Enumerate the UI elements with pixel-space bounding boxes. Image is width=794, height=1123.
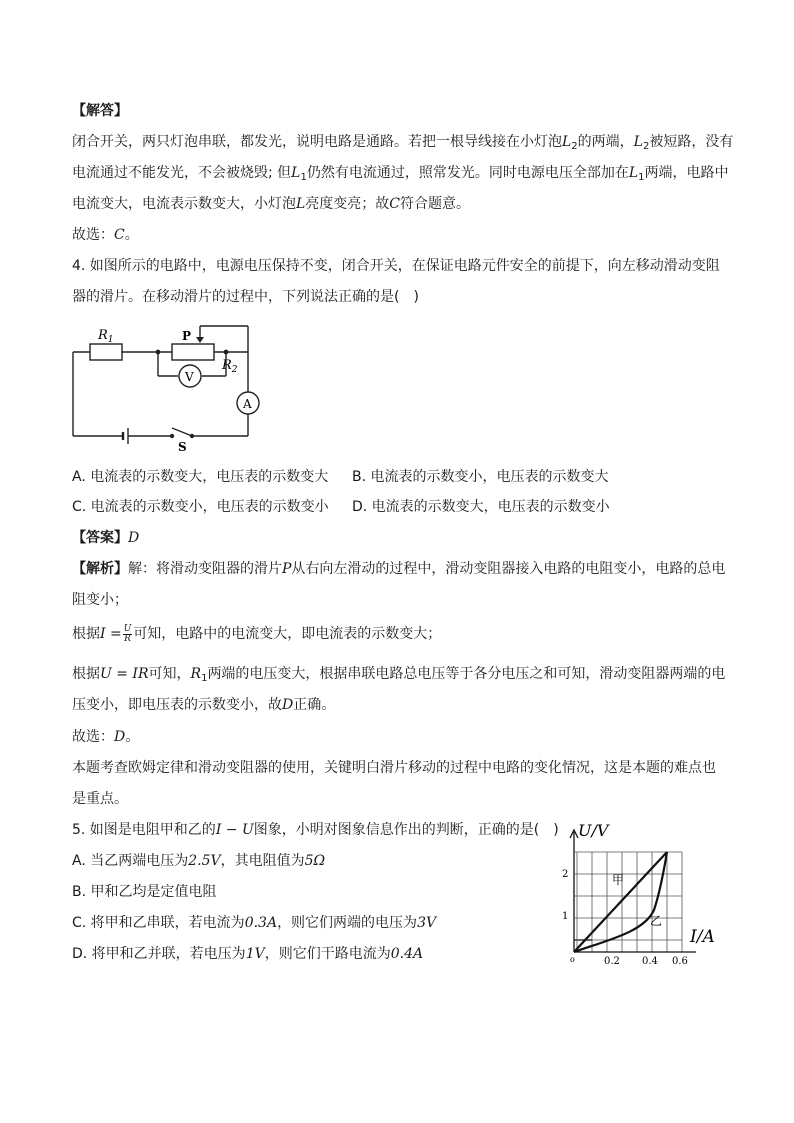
- q4-circuit-diagram: [68, 322, 268, 452]
- x-axis-label: I/A: [690, 927, 715, 947]
- x-tick-0-2: 0.2: [604, 956, 620, 967]
- solution-header: 【解答】: [72, 103, 128, 119]
- q5-option-b: B. 甲和乙均是定值电阻: [72, 884, 217, 900]
- y-tick-2: 2: [562, 869, 569, 880]
- rheostat-r2: [172, 344, 214, 360]
- y-axis-label: U/V: [578, 822, 609, 840]
- switch-label: S: [178, 440, 187, 452]
- q5-iu-graph: [548, 822, 738, 972]
- q4-analysis-line-1: 【解析】解：将滑动变阻器的滑片P从右向左滑动的过程中，滑动变阻器接入电路的电阻变小，电路的总电: [72, 561, 726, 577]
- series-jia-line: [574, 852, 667, 952]
- series-jia-label: 甲: [612, 873, 625, 887]
- x-tick-0-4: 0.4: [642, 956, 658, 967]
- x-tick-0-6: 0.6: [672, 956, 688, 967]
- q4-answer: 【答案】D: [72, 530, 140, 546]
- q4-option-d: D. 电流表的示数变大，电压表的示数变小: [352, 499, 610, 515]
- q5-option-a: A. 当乙两端电压为2.5V，其电阻值为5Ω: [72, 853, 326, 869]
- q4-analysis-line-3: 根据I = $\frac{U}{R}$ 可知，电路中的电流变大，即电流表的示数变大；: [72, 623, 442, 644]
- solution-line-1: 闭合开关，两只灯泡串联，都发光，说明电路是通路。若把一根导线接在小灯泡$L_2$的两端，$L_2$被短路，没有: [72, 134, 734, 152]
- q4-note-line-1: 本题考查欧姆定律和滑动变阻器的使用，关键明白滑片移动的过程中电路的变化情况，这是本题的难点也: [72, 760, 716, 776]
- y-tick-1: 1: [562, 911, 569, 922]
- solution-line-3: 电流变大，电流表示数变大，小灯泡L亮度变亮；故C符合题意。: [72, 196, 471, 212]
- q4-option-c: C. 电流表的示数变小，电压表的示数变小: [72, 499, 329, 515]
- q4-option-b: B. 电流表的示数变小，电压表的示数变大: [352, 469, 609, 485]
- solution-line-2: 电流通过不能发光，不会被烧毁; 但$L_1$仍然有电流通过，照常发光。同时电源电压全部加在$L_1$两端，电路中: [72, 165, 729, 183]
- q4-option-a: A. 电流表的示数变大，电压表的示数变大: [72, 469, 329, 485]
- q5-stem: 5. 如图是电阻甲和乙的I − U图象，小明对图象信息作出的判断，正确的是( ): [72, 822, 559, 838]
- q5-option-c: C. 将甲和乙串联，若电流为0.3A，则它们两端的电压为3V: [72, 915, 437, 931]
- q4-analysis-line-5: 压变小，即电压表的示数变小，故D正确。: [72, 697, 336, 713]
- resistor-r1: [90, 344, 122, 360]
- label-r1: $R_1$: [98, 328, 114, 345]
- ammeter-label: A: [243, 397, 252, 411]
- q4-analysis-line-2: 阻变小；: [72, 592, 128, 608]
- q5-option-d: D. 将甲和乙并联，若电压为1V，则它们干路电流为0.4A: [72, 946, 424, 962]
- series-yi-label: 乙: [650, 914, 663, 928]
- q4-stem-line-2: 器的滑片。在移动滑片的过程中，下列说法正确的是( ): [72, 289, 419, 305]
- label-p: P: [182, 329, 192, 343]
- q4-stem-line-1: 4. 如图所示的电路中，电源电压保持不变，闭合开关，在保证电路元件安全的前提下，向左移动滑动变阻: [72, 258, 720, 274]
- solution-choice: 故选：C。: [72, 227, 139, 243]
- q4-analysis-choice: 故选：D。: [72, 729, 140, 745]
- label-r2: $R_2$: [222, 358, 238, 375]
- q4-note-line-2: 是重点。: [72, 791, 128, 807]
- voltmeter-label: V: [185, 370, 194, 384]
- q4-analysis-line-4: 根据U = IR可知，$R_1$两端的电压变大，根据串联电路总电压等于各分电压之和可知，滑动变阻器两端的电: [72, 666, 726, 684]
- origin-label: o: [570, 955, 575, 964]
